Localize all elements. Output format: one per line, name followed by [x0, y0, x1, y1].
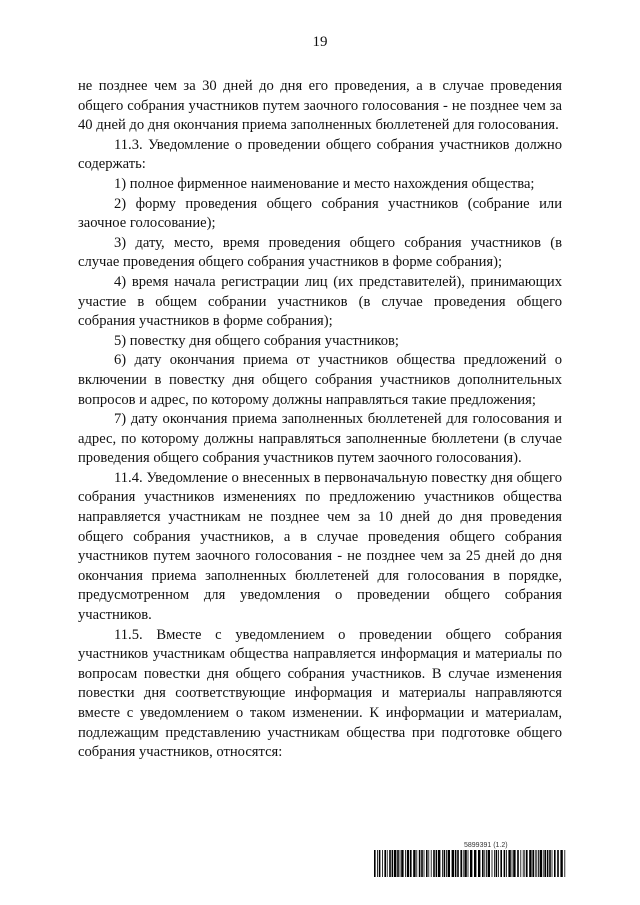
- paragraph-11-5: 11.5. Вместе с уведомлением о проведении общего собрания участников участникам общества направляется информация и материалы по вопросам повестки дня общего собрания участников. В случае изменения повестки дня соответствующие информация и материалы направляются вместе с уведомлением о таком изменении. К информации и материалам, подлежащим представлению участникам общества при подготовке общего собрания участников, относятся:: [78, 626, 562, 761]
- barcode-bar: [452, 850, 454, 877]
- barcode-bar: [486, 850, 487, 877]
- barcode-bar: [482, 850, 484, 877]
- barcode-bar: [428, 850, 429, 877]
- list-item-7: 7) дату окончания приема заполненных бюллетеней для голосования и адрес, по которому должны направляться заполненные бюллетени (в случае проведения общего собрания участников путем заочного голосования).: [78, 411, 562, 467]
- barcode-bar: [438, 850, 440, 877]
- barcode-bar: [416, 850, 417, 877]
- barcode-bar: [544, 850, 546, 877]
- paragraph-11-3: 11.3. Уведомление о проведении общего собрания участников должно содержать:: [78, 136, 562, 173]
- barcode-bar: [392, 850, 394, 877]
- barcode-bar: [436, 850, 438, 877]
- document-code: 5899391 (1.2): [464, 842, 508, 849]
- barcode-bar: [536, 850, 537, 877]
- barcode-bar: [400, 850, 401, 877]
- barcode-bar: [506, 850, 507, 877]
- paragraph-continuation: не позднее чем за 30 дней до дня его проведения, а в случае проведения общего собрания участников путем заочного голосования - не позднее чем за 40 дней до дня окончания приема заполненных бюллетеней для голосования.: [78, 78, 562, 134]
- barcode-bar: [552, 850, 553, 877]
- barcode-bar: [421, 850, 423, 877]
- barcode-bar: [407, 850, 409, 877]
- barcode-bar: [448, 850, 450, 877]
- barcode-bar: [540, 850, 542, 877]
- barcode-bar: [517, 850, 519, 877]
- barcode-bar: [498, 850, 499, 877]
- barcode-bar: [377, 850, 378, 877]
- barcode-bar: [532, 850, 534, 877]
- paragraph-11-4: 11.4. Уведомление о внесенных в первоначальную повестку дня общего собрания участников изменениях по предложению участников общества направляется участникам не позднее чем за 10 дней до дня проведения общего собрания участников, а в случае проведения общего собрания участников путем заочного голосования - не позднее чем за 25 дней до дня окончания приема заполненных бюллетеней для голосования в порядке, предусмотренном для уведомления о проведении общего собрания участников.: [78, 469, 562, 624]
- barcode: [374, 850, 566, 877]
- barcode-bar: [442, 850, 443, 877]
- barcode-bar: [557, 850, 559, 877]
- barcode-bar: [413, 850, 415, 877]
- barcode-bar: [419, 850, 421, 877]
- barcode-bar: [463, 850, 464, 877]
- barcode-bar: [387, 850, 388, 877]
- barcode-bar: [560, 850, 562, 877]
- barcode-bar: [470, 850, 472, 877]
- barcode-bar: [374, 850, 376, 877]
- barcode-bar: [549, 850, 551, 877]
- barcode-bar: [512, 850, 513, 877]
- barcode-bar: [500, 850, 502, 877]
- barcode-bar: [389, 850, 391, 877]
- barcode-bar: [526, 850, 528, 877]
- barcode-bar: [382, 850, 383, 877]
- document-body: [78, 77, 562, 763]
- barcode-bar: [538, 850, 539, 877]
- barcode-bar: [394, 850, 396, 877]
- barcode-bar: [524, 850, 525, 877]
- barcode-bar: [431, 850, 432, 877]
- barcode-bar: [468, 850, 469, 877]
- barcode-bar: [488, 850, 490, 877]
- barcode-bar: [424, 850, 425, 877]
- barcode-bar: [496, 850, 498, 877]
- list-item-3: 3) дату, место, время проведения общего собрания участников (в случае проведения общего собрания участников в форме собрания);: [78, 234, 562, 271]
- barcode-bar: [478, 850, 480, 877]
- barcode-bar: [401, 850, 403, 877]
- barcode-bar: [384, 850, 386, 877]
- barcode-bar: [397, 850, 399, 877]
- page-number: 19: [312, 34, 328, 50]
- barcode-bar: [446, 850, 447, 877]
- barcode-bar: [474, 850, 476, 877]
- barcode-bar: [543, 850, 544, 877]
- barcode-bar: [494, 850, 495, 877]
- barcode-bar: [520, 850, 521, 877]
- barcode-bar: [457, 850, 459, 877]
- barcode-bar: [444, 850, 446, 877]
- barcode-bar: [492, 850, 493, 877]
- barcode-bar: [504, 850, 506, 877]
- barcode-bar: [460, 850, 462, 877]
- barcode-bar: [379, 850, 381, 877]
- barcode-bar: [426, 850, 428, 877]
- barcode-bar: [547, 850, 549, 877]
- barcode-bar: [564, 850, 565, 877]
- barcode-bar: [513, 850, 515, 877]
- list-item-5: 5) повестку дня общего собрания участников;: [114, 332, 399, 349]
- barcode-bar: [455, 850, 457, 877]
- list-item-1: 1) полное фирменное наименование и место нахождения общества;: [114, 175, 535, 192]
- barcode-bar: [523, 850, 524, 877]
- barcode-bar: [433, 850, 435, 877]
- list-item-6: 6) дату окончания приема от участников общества предложений о включении в повестку дня общего собрания участников дополнительных вопросов и адрес, по которому должны направляться такие предложения;: [78, 352, 562, 408]
- list-item-2: 2) форму проведения общего собрания участников (собрание или заочное голосование);: [78, 195, 562, 232]
- barcode-bar: [410, 850, 412, 877]
- barcode-bar: [529, 850, 531, 877]
- barcode-bar: [554, 850, 556, 877]
- barcode-bar: [464, 850, 466, 877]
- barcode-bar: [535, 850, 536, 877]
- barcode-bar: [508, 850, 510, 877]
- list-item-4: 4) время начала регистрации лиц (их представителей), принимающих участие в общем собрании участников (в случае проведения общего собрания участников в форме собрания);: [78, 273, 562, 330]
- barcode-bar: [484, 850, 485, 877]
- barcode-bar: [405, 850, 406, 877]
